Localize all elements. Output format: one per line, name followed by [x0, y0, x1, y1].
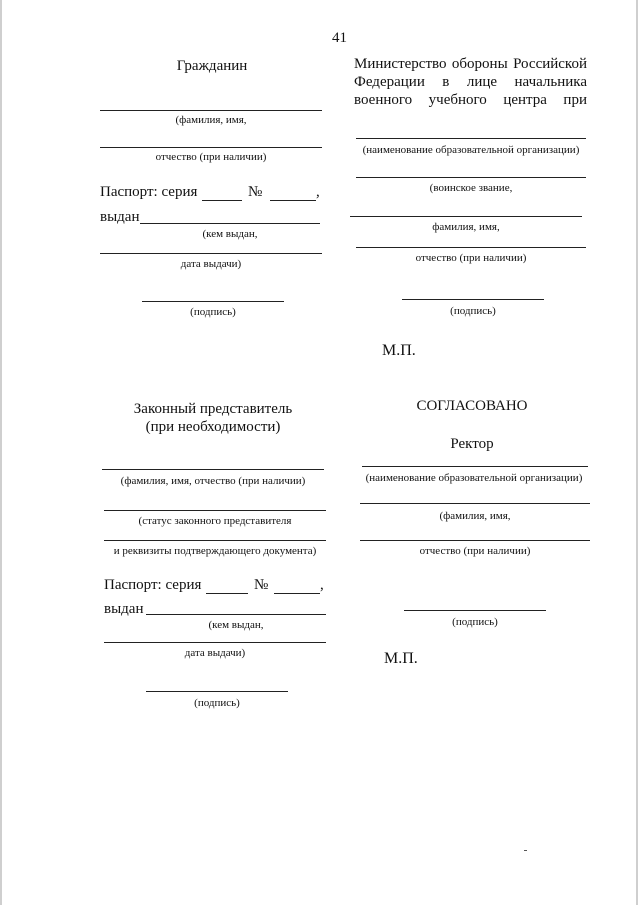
ministry-org-caption: (наименование образовательной организации) [362, 144, 580, 156]
representative-signature-line[interactable] [146, 691, 288, 692]
ministry-rank-line[interactable] [356, 177, 586, 178]
representative-passport-label: Паспорт: серия [104, 577, 202, 593]
citizen-patronymic-line[interactable] [100, 147, 322, 148]
representative-passport-series-field[interactable] [206, 593, 248, 594]
representative-fio-line[interactable] [102, 469, 324, 470]
ministry-signature-line[interactable] [402, 299, 544, 300]
scan-left-edge [0, 0, 2, 905]
ministry-stamp-place: М.П. [382, 342, 416, 359]
representative-fio-caption: (фамилия, имя, отчество (при наличии) [120, 475, 306, 487]
ministry-rank-caption: (воинское звание, [429, 182, 513, 194]
approval-org-line[interactable] [362, 466, 588, 467]
citizen-heading: Гражданин [176, 58, 248, 74]
citizen-issued-label: выдан [100, 209, 140, 225]
approval-name-caption: (фамилия, имя, [439, 510, 511, 522]
citizen-passport-comma: , [316, 184, 320, 200]
approval-patronymic-caption: отчество (при наличии) [419, 545, 531, 557]
approval-patronymic-line[interactable] [360, 540, 590, 541]
approval-signature-line[interactable] [404, 610, 546, 611]
representative-signature-caption: (подпись) [194, 697, 240, 709]
citizen-passport-number-field[interactable] [270, 200, 316, 201]
ministry-patronymic-caption: отчество (при наличии) [415, 252, 527, 264]
citizen-patronymic-caption: отчество (при наличии) [155, 151, 267, 163]
ministry-name-caption: фамилия, имя, [432, 221, 500, 233]
ministry-text-line-1: Министерство обороны Российской [354, 56, 587, 72]
ministry-text-line-3: военного учебного центра при [354, 92, 587, 108]
representative-requisites-caption: и реквизиты подтверждающего документа) [113, 545, 317, 557]
citizen-issue-date-line[interactable] [100, 253, 322, 254]
citizen-passport-series-field[interactable] [202, 200, 242, 201]
representative-passport-comma: , [320, 577, 324, 593]
representative-issued-by-caption: (кем выдан, [208, 619, 264, 631]
approval-heading: СОГЛАСОВАНО [416, 398, 528, 414]
citizen-signature-caption: (подпись) [190, 306, 236, 318]
representative-issue-date-line[interactable] [104, 642, 326, 643]
citizen-signature-line[interactable] [142, 301, 284, 302]
representative-status-caption: (статус законного представителя [138, 515, 292, 527]
approval-name-line[interactable] [360, 503, 590, 504]
citizen-issued-by-line[interactable] [140, 223, 320, 224]
citizen-passport-label: Паспорт: серия [100, 184, 198, 200]
representative-passport-number-field[interactable] [274, 593, 320, 594]
ministry-signature-caption: (подпись) [450, 305, 496, 317]
representative-issued-by-line[interactable] [146, 614, 326, 615]
citizen-issue-date-caption: дата выдачи) [180, 258, 242, 270]
ministry-org-line[interactable] [356, 138, 586, 139]
citizen-name-caption: (фамилия, имя, [175, 114, 247, 126]
approval-signature-caption: (подпись) [452, 616, 498, 628]
representative-heading-2: (при необходимости) [145, 419, 281, 435]
representative-number-sign: № [254, 577, 269, 593]
ministry-name-line[interactable] [350, 216, 582, 217]
representative-status-line[interactable] [104, 510, 326, 511]
representative-document-line[interactable] [104, 540, 326, 541]
ministry-patronymic-line[interactable] [356, 247, 586, 248]
representative-issued-label: выдан [104, 601, 144, 617]
citizen-number-sign: № [248, 184, 263, 200]
approval-org-caption: (наименование образовательной организации) [365, 472, 583, 484]
scan-right-edge [636, 0, 638, 905]
approval-stamp-place: М.П. [384, 650, 418, 667]
scan-speck [524, 850, 527, 851]
citizen-issued-by-caption: (кем выдан, [202, 228, 258, 240]
representative-issue-date-caption: дата выдачи) [184, 647, 246, 659]
representative-heading-1: Законный представитель [133, 401, 293, 417]
page-number: 41 [332, 30, 347, 46]
citizen-name-line[interactable] [100, 110, 322, 111]
ministry-text-line-2: Федерации в лице начальника [354, 74, 587, 90]
approval-rector: Ректор [450, 436, 494, 452]
